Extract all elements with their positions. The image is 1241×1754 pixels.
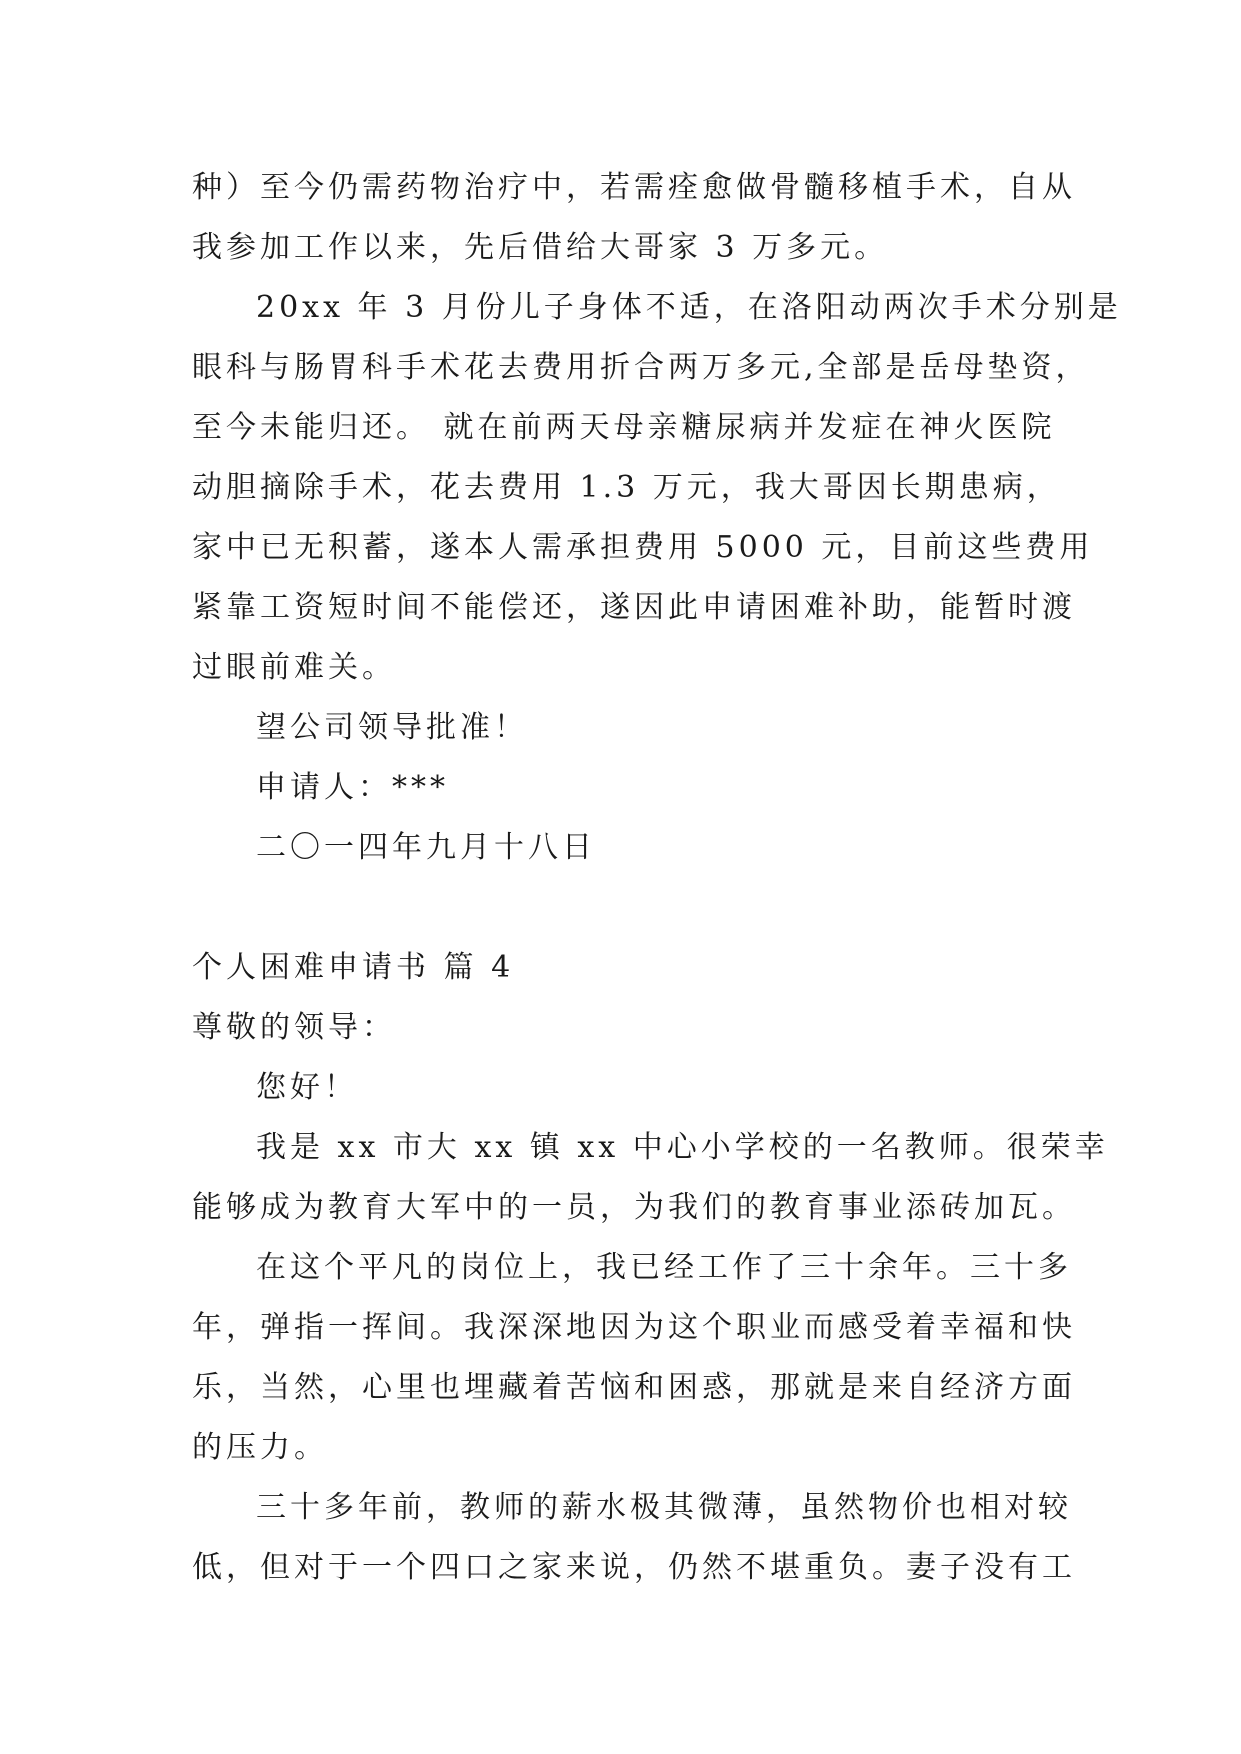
letter-date: 二〇一四年九月十八日 — [256, 830, 596, 865]
text-line: 至今未能归还。 就在前两天母亲糖尿病并发症在神火医院 — [192, 410, 1056, 445]
text-line: 眼科与肠胃科手术花去费用折合两万多元,全部是岳母垫资， — [192, 350, 1090, 385]
section-spacer — [192, 878, 1062, 938]
paragraph-career — [192, 1238, 1076, 1478]
text-line: 低，但对于一个四口之家来说，仍然不堪重负。妻子没有工 — [192, 1550, 1076, 1585]
text-line: 三十多年前，教师的薪水极其微薄，虽然物价也相对较 — [256, 1490, 1072, 1525]
text-line: 家中已无积蓄，遂本人需承担费用 5000 元，目前这些费用 — [192, 530, 1094, 565]
greeting: 您好！ — [256, 1070, 358, 1105]
closing-request: 望公司领导批准！ — [256, 710, 528, 745]
text-line: 紧靠工资短时间不能偿还，遂因此申请困难补助，能暂时渡 — [192, 590, 1076, 625]
text-line: 我是 xx 市大 xx 镇 xx 中心小学校的一名教师。很荣幸 — [256, 1130, 1109, 1165]
text-line: 动胆摘除手术，花去费用 1.3 万元，我大哥因长期患病， — [192, 470, 1061, 505]
text-line: 乐，当然，心里也埋藏着苦恼和困惑，那就是来自经济方面 — [192, 1370, 1076, 1405]
text-line: 种）至今仍需药物治疗中，若需痊愈做骨髓移植手术，自从 — [192, 170, 1076, 205]
applicant-signature: 申请人：*** — [256, 770, 449, 805]
text-line: 年，弹指一挥间。我深深地因为这个职业而感受着幸福和快 — [192, 1310, 1076, 1345]
article-title: 个人困难申请书 篇 4 — [192, 950, 515, 985]
text-line: 20xx 年 3 月份儿子身体不适，在洛阳动两次手术分别是 — [256, 290, 1122, 325]
paragraph-salary-history — [192, 1478, 1076, 1598]
paragraph-continuation — [192, 158, 1076, 278]
salutation: 尊敬的领导： — [192, 1010, 396, 1045]
paragraph-introduction — [192, 1118, 1109, 1238]
document-page — [192, 158, 1122, 1598]
text-line: 的压力。 — [192, 1430, 328, 1465]
text-line: 过眼前难关。 — [192, 650, 396, 685]
text-line: 在这个平凡的岗位上，我已经工作了三十余年。三十多 — [256, 1250, 1072, 1285]
paragraph-medical-expenses — [192, 278, 1122, 698]
text-line: 我参加工作以来，先后借给大哥家 3 万多元。 — [192, 230, 889, 265]
text-line: 能够成为教育大军中的一员，为我们的教育事业添砖加瓦。 — [192, 1190, 1076, 1225]
